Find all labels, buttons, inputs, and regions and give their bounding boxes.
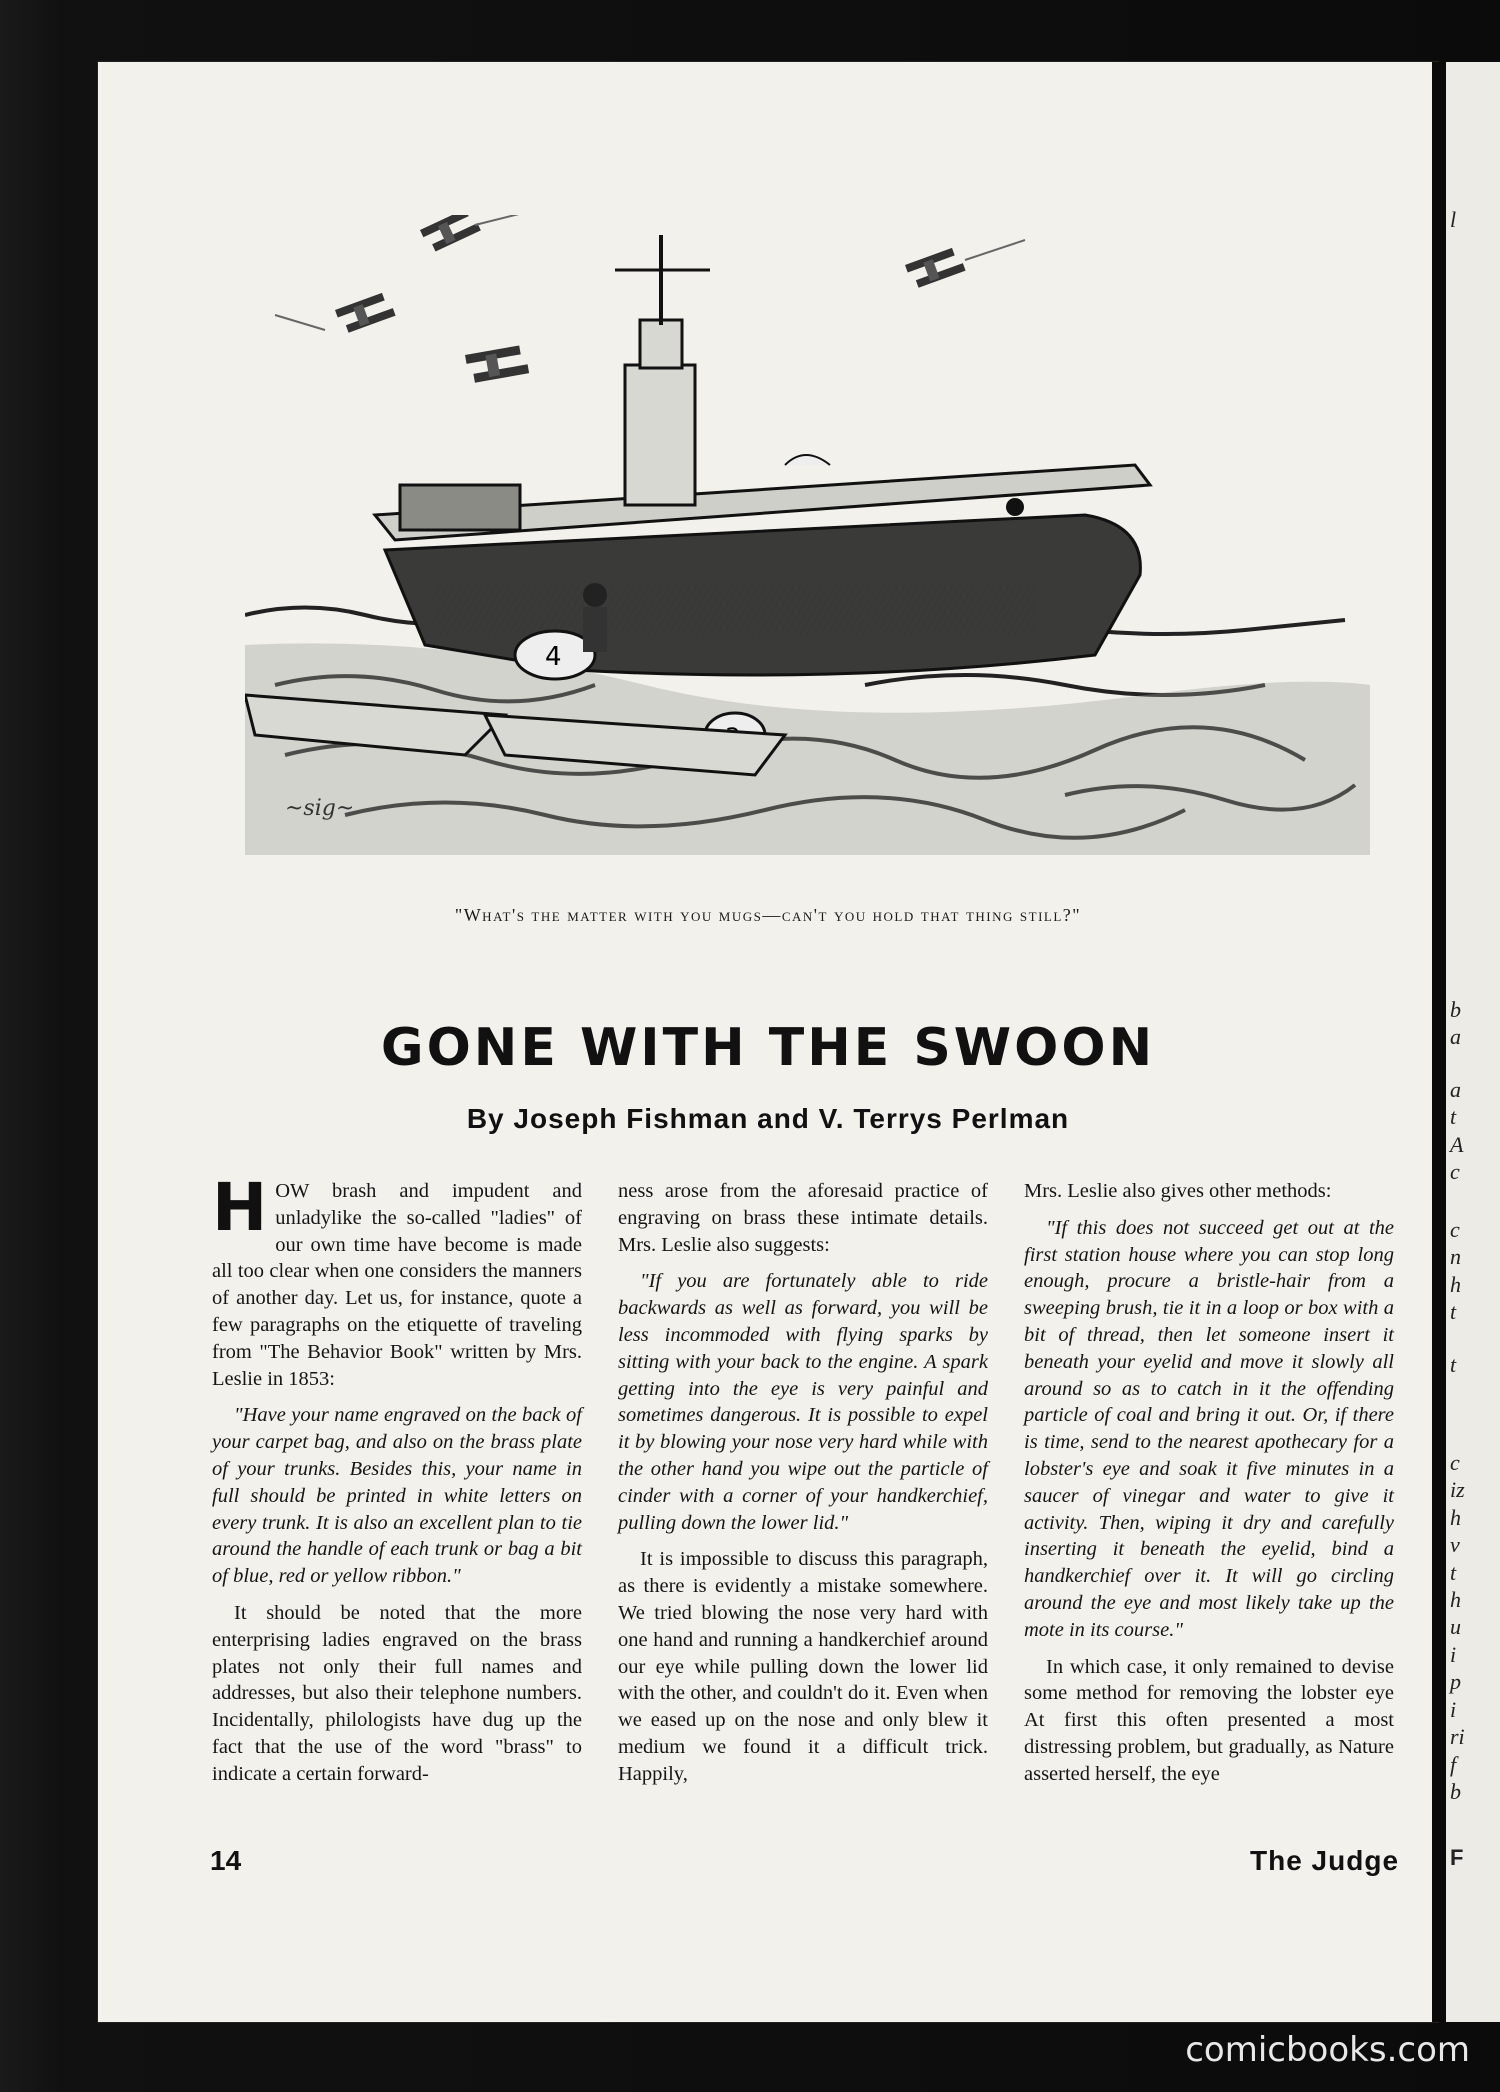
article-byline: By Joseph Fishman and V. Terrys Perlman	[466, 1103, 1070, 1134]
fragment: n	[1450, 1244, 1461, 1269]
biplane-icon	[420, 215, 481, 254]
running-title: The Judge	[1250, 1845, 1400, 1876]
fragment: i	[1450, 1642, 1457, 1667]
paragraph: It should be noted that the more enterprising ladies engraved on the brass plates not only their full names and addresses, but also their telephone numbers. Incidentally, philologists have dug up the fact that the use of the word "brass" to indicate a certain forward-	[212, 1601, 582, 1785]
biplane-icon	[335, 291, 396, 334]
fragment: c	[1450, 1450, 1460, 1475]
fragment: h	[1450, 1587, 1461, 1612]
plane-number: 4	[545, 642, 562, 672]
fragment: t	[1450, 1560, 1457, 1585]
fragment: l	[1450, 207, 1457, 232]
fragment: t	[1450, 1352, 1457, 1377]
fragment: t	[1450, 1104, 1457, 1129]
page-number: 14	[210, 1845, 242, 1876]
fragment: p	[1450, 1669, 1461, 1694]
paragraph: HOW brash and impudent and unladylike the so-called "ladies" of our own time have become is made all too clear when one considers the manners of another day. Let us, for instance, quote a few paragraphs on the etiquette of traveling from "The Behavior Book" written by Mrs. Leslie in 1853:	[212, 1169, 582, 1390]
paragraph-quote: "If this does not succeed get out at the first station house where you can stop long enough, procure a bristle-hair from a sweeping brush, tie it in a loop or box with a bit of thread, then let someone insert it beneath your eyelid and move it slowly all around so as to catch in it the offending particle of coal and bring it out. Or, if there is time, send to the nearest apothecary for a lobster's eye and soak it five minutes in a saucer of vinegar and water to give it activity. Then, wiping it dry and carefully inserting it beneath the eyelid, bind a handkerchief over it. It will go circling around the eye and most likely take up the mote in its course."	[1024, 1216, 1394, 1641]
fragment: c	[1450, 1159, 1460, 1184]
fragment: h	[1450, 1505, 1461, 1530]
drop-cap: H	[212, 1169, 268, 1246]
biplane-icon	[465, 345, 529, 384]
paragraph: It is impossible to discuss this paragraph, as there is evidently a mistake somewhere. We tried blowing the nose very hard with one hand and running a handkerchief around our eye while pulling down the lower lid with the other, and couldn't do it. Even when we eased up on the nose and only blew it medium we found it a difficult trick. Happily,	[618, 1548, 988, 1785]
carrier-illustration	[245, 215, 1370, 855]
fragment: c	[1450, 1217, 1460, 1242]
illustration-caption: "What's the matter with you mugs—can't you hold that thing still?"	[454, 905, 1082, 925]
fragment: b	[1450, 1779, 1461, 1804]
fragment: f	[1450, 1752, 1457, 1777]
artist-signature: ~sig~	[285, 796, 355, 821]
fragment: v	[1450, 1532, 1460, 1557]
fragment: h	[1450, 1272, 1461, 1297]
next-page-strip	[1446, 62, 1500, 2022]
sailor-icon	[583, 583, 607, 652]
aircraft-carrier	[375, 235, 1150, 675]
fragment: A	[1450, 1132, 1464, 1157]
fragment: t	[1450, 1299, 1457, 1324]
biplane-icon	[905, 246, 966, 289]
watermark: comicbooks.com	[1185, 2030, 1470, 2070]
article-title: GONE WITH THE SWOON	[380, 1018, 1156, 1078]
paragraph-quote: "If you are fortunately able to ride backwards as well as forward, you will be less incommoded with flying sparks by sitting with your back to the engine. A spark getting into the eye is very painful and sometimes dangerous. It is possible to expel it by blowing your nose very hard while with the other hand you wipe out the particle of cinder with a corner of your handkerchief, pulling down the lower lid."	[618, 1270, 988, 1534]
fragment: a	[1450, 1024, 1461, 1049]
fragment: iz	[1450, 1477, 1465, 1502]
fragment: i	[1450, 1697, 1457, 1722]
paragraph: Mrs. Leslie also gives other methods:	[1024, 1180, 1332, 1202]
fragment: a	[1450, 1077, 1461, 1102]
fragment: ri	[1450, 1724, 1465, 1749]
paragraph: ness arose from the aforesaid practice of engraving on brass these intimate details. Mrs. Leslie also suggests:	[618, 1180, 988, 1256]
paragraph-quote: "Have your name engraved on the back of your carpet bag, and also on the brass plate of your trunks. Besides this, your name in full should be printed in white letters on every trunk. It is also an excellent plan to tie around the handle of each trunk or bag a bit of blue, red or yellow ribbon."	[212, 1404, 582, 1588]
article-column-3	[1024, 1178, 1394, 1798]
fragment: b	[1450, 997, 1461, 1022]
article-column-1	[212, 1169, 582, 1798]
article-column-2	[618, 1178, 988, 1798]
paragraph: In which case, it only remained to devise some method for removing the lobster eye At first this often presented a most distressing problem, but gradually, as Nature asserted herself, the eye	[1024, 1655, 1394, 1785]
fragment: F	[1450, 1845, 1464, 1870]
fragment: u	[1450, 1614, 1461, 1639]
